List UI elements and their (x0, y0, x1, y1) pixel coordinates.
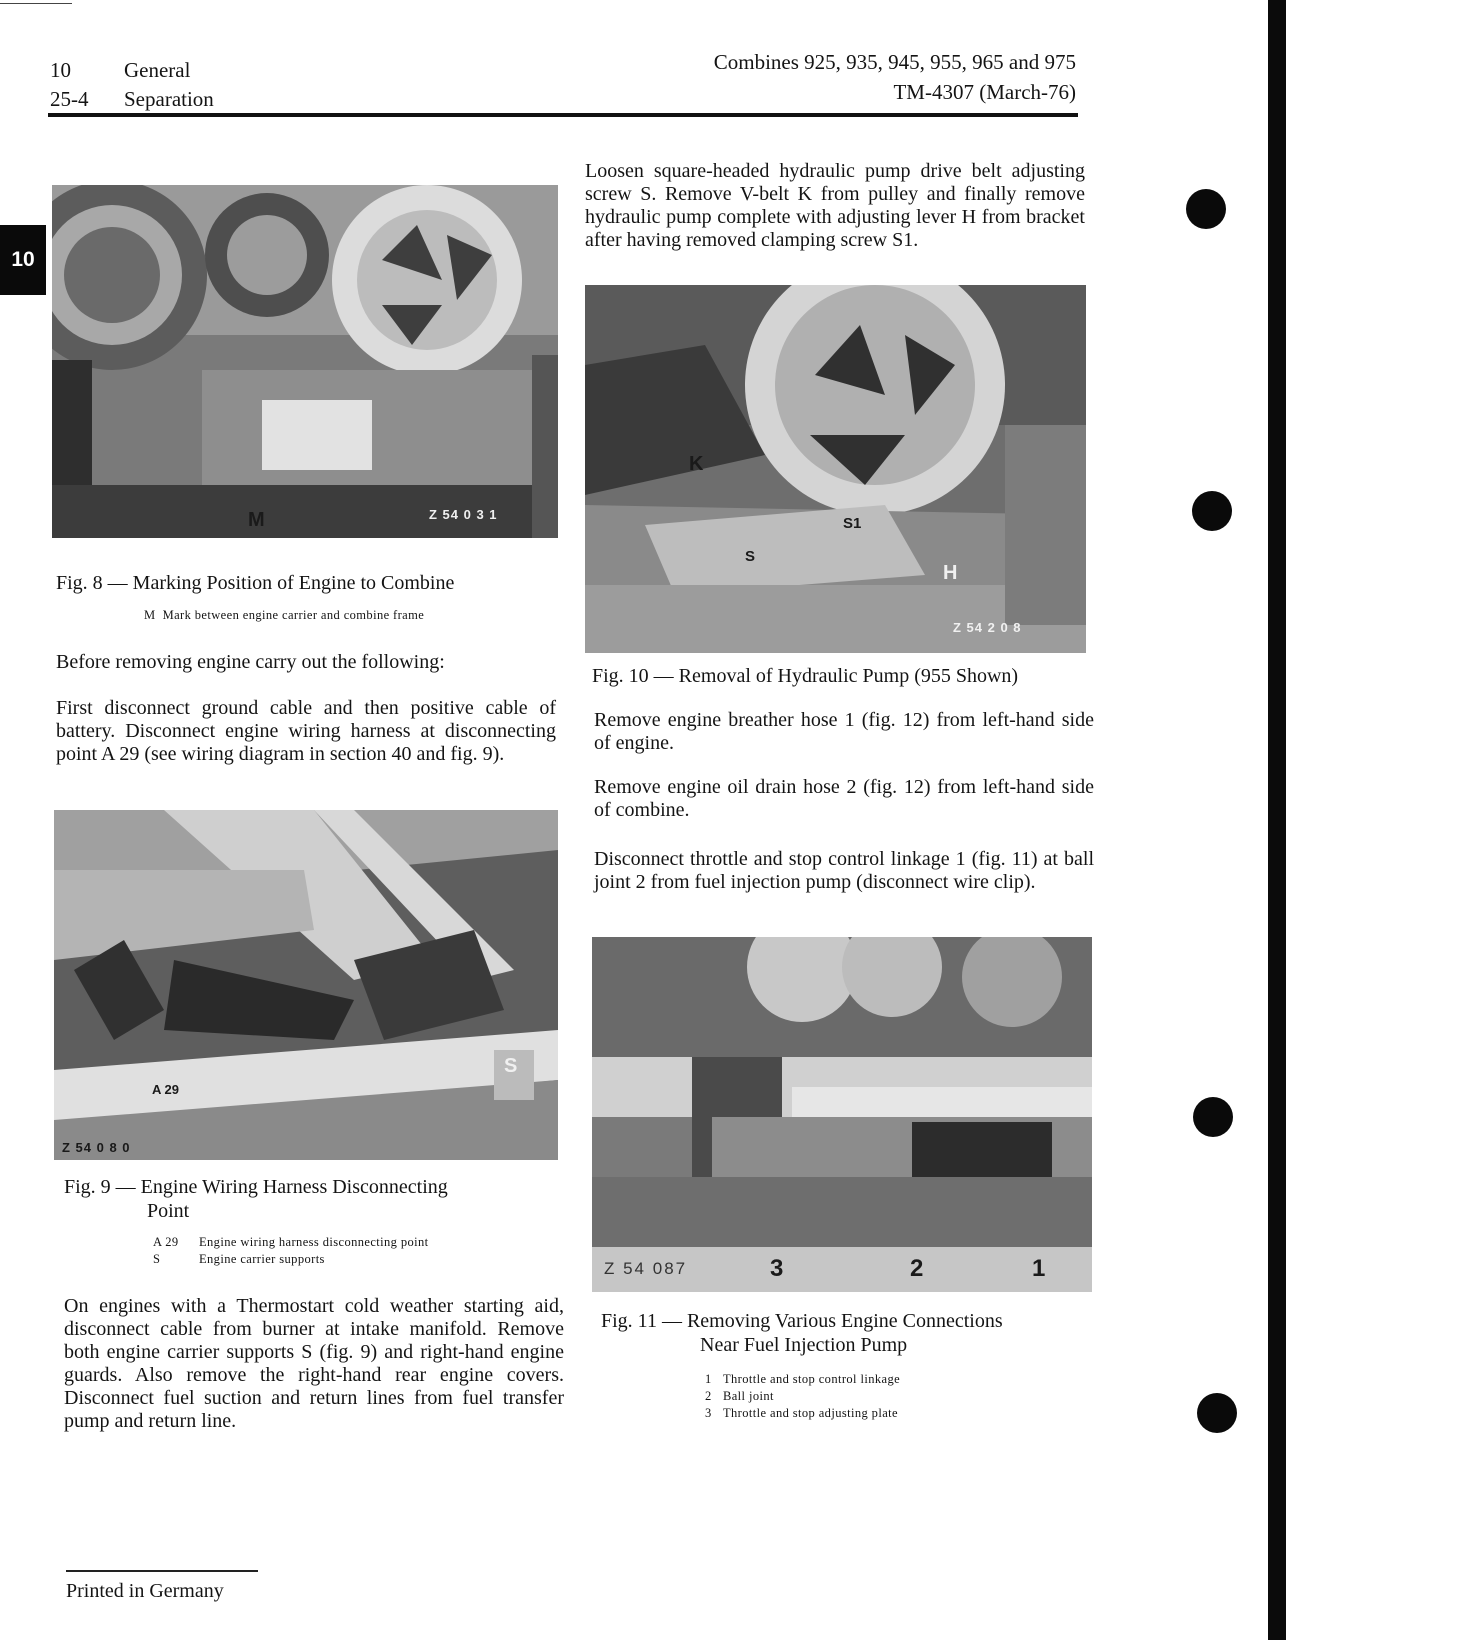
fig11-caption-line1: Fig. 11 — Removing Various Engine Connections (601, 1310, 1003, 1332)
fig10-label-s1: S1 (843, 515, 862, 532)
fig9-photo-code: Z 54 0 8 0 (62, 1140, 131, 1155)
fig11-legend-text: Throttle and stop adjusting plate (723, 1406, 898, 1420)
fig9-label-a29: A 29 (152, 1082, 179, 1097)
para-breather-hose: Remove engine breather hose 1 (fig. 12) from left-hand side of engine. (594, 709, 1094, 754)
fig11-label-1: 1 (1032, 1255, 1046, 1282)
fig11-photo-code: Z 54 087 (604, 1259, 688, 1278)
fig10-caption: Fig. 10 — Removal of Hydraulic Pump (955 Shown) (592, 665, 1019, 687)
fig11-legend-key: 1 (705, 1372, 712, 1386)
fig11-legend-item (705, 1371, 900, 1388)
fig11-caption-line2: Near Fuel Injection Pump (700, 1334, 908, 1356)
fig9-legend-key: S (153, 1252, 161, 1266)
fig11-label-3: 3 (770, 1255, 784, 1282)
binder-hole (1192, 491, 1232, 531)
fig11-legend-item (705, 1405, 900, 1422)
fig9-photo (54, 810, 558, 1160)
fig9-legend-text: Engine carrier supports (199, 1252, 325, 1266)
fig9-legend (153, 1234, 429, 1268)
fig9-legend-key: A 29 (153, 1235, 179, 1249)
fig8-legend-key: M (144, 608, 156, 622)
fig11-photo (592, 937, 1092, 1292)
fig8-label-m: M (248, 509, 265, 531)
fig8-photo-code: Z 54 0 3 1 (429, 507, 498, 522)
binder-hole (1186, 189, 1226, 229)
header-group-title: Separation (124, 87, 214, 111)
fig11-legend-text: Throttle and stop control linkage (723, 1372, 901, 1386)
header-models: Combines 925, 935, 945, 955, 965 and 975 (713, 50, 1076, 74)
fig9-label-s: S (504, 1055, 518, 1077)
binder-hole (1197, 1393, 1237, 1433)
fig9-caption-line1: Fig. 9 — Engine Wiring Harness Disconnecting (64, 1176, 448, 1198)
fig9-legend-text: Engine wiring harness disconnecting point (199, 1235, 429, 1249)
para-disconnect-battery: First disconnect ground cable and then positive cable of battery. Disconnect engine wiring harness at disconnecting point A 29 (see wiring diagram in section 40 and fig. 9). (56, 697, 556, 765)
fig10-photo-code: Z 54 2 0 8 (953, 620, 1022, 635)
para-thermostart: On engines with a Thermostart cold weather starting aid, disconnect cable from burner at intake manifold. Remove both engine carrier supports S (fig. 9) and right-hand engine guards. Also remove the right-hand rear engine covers. Disconnect fuel suction and return lines from fuel transfer pump and return line. (64, 1295, 564, 1432)
fig11-legend-key: 3 (705, 1406, 712, 1420)
header-group-number: 25-4 (50, 87, 89, 111)
fig8-photo (52, 185, 558, 538)
fig11-legend-item (705, 1388, 900, 1405)
fig10-label-k: K (689, 453, 704, 475)
fig11-label-2: 2 (910, 1255, 924, 1282)
fig11-legend (705, 1371, 900, 1422)
fig8-legend (144, 607, 424, 624)
para-before-removing: Before removing engine carry out the following: (56, 651, 445, 673)
section-tab: 10 (0, 225, 46, 295)
binder-edge (1268, 0, 1286, 1640)
header-manual-code: TM-4307 (March-76) (893, 80, 1076, 104)
fig9-caption-line2: Point (147, 1200, 190, 1222)
fig9-legend-item (153, 1234, 429, 1251)
fig8-legend-text: Mark between engine carrier and combine frame (162, 608, 425, 622)
footer-rule (66, 1570, 258, 1572)
fig10-label-h: H (943, 562, 958, 584)
fig11-legend-text: Ball joint (723, 1389, 774, 1403)
fig10-label-s: S (745, 548, 756, 565)
para-loosen-screw: Loosen square-headed hydraulic pump drive belt adjusting screw S. Remove V-belt K from pulley and finally remove hydraulic pump complete with adjusting lever H from bracket after having removed clamping screw S1. (585, 160, 1085, 251)
fig11-legend-key: 2 (705, 1389, 712, 1403)
fig10-photo (585, 285, 1086, 653)
header-section-title: General (124, 58, 191, 82)
fig8-caption: Fig. 8 — Marking Position of Engine to Combine (56, 572, 455, 594)
binder-hole (1193, 1097, 1233, 1137)
para-oil-drain: Remove engine oil drain hose 2 (fig. 12) from left-hand side of combine. (594, 776, 1094, 821)
corner-rule (0, 3, 72, 4)
footer-printed: Printed in Germany (66, 1580, 224, 1602)
header-section-number: 10 (50, 58, 71, 82)
para-throttle-linkage: Disconnect throttle and stop control linkage 1 (fig. 11) at ball joint 2 from fuel injection pump (disconnect wire clip). (594, 848, 1094, 893)
header-rule (48, 113, 1078, 117)
fig9-legend-item (153, 1251, 429, 1268)
